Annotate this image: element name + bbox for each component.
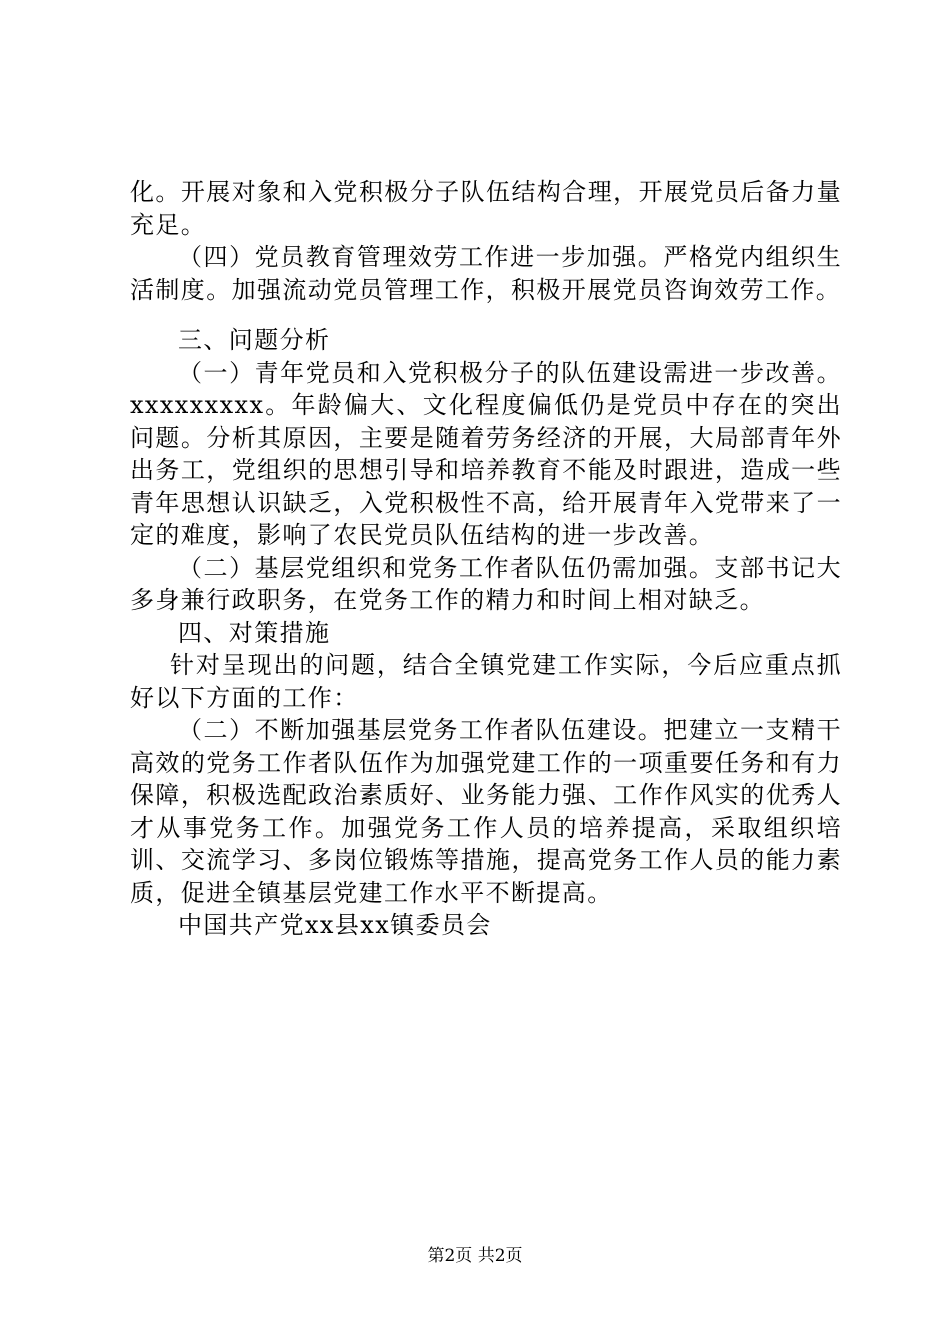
paragraph-problem-two: （二）基层党组织和党务工作者队伍仍需加强。支部书记大多身兼行政职务，在党务工作的精力和时间上相对缺乏。 bbox=[130, 553, 842, 614]
heading-problem-analysis: 三、问题分析 bbox=[178, 326, 331, 354]
heading-countermeasures: 四、对策措施 bbox=[178, 618, 331, 647]
signature-committee: 中国共产党xx县xx镇委员会 bbox=[178, 911, 492, 939]
paragraph-countermeasure-two: （二）不断加强基层党务工作者队伍建设。把建立一支精干高效的党务工作者队伍作为加强党建工作的一项重要任务和有力保障，积极选配政治素质好、业务能力强、工作作风实的优秀人才从事党务工作。加强党务工作人员的培养提高，采取组织培训、交流学习、多岗位锻炼等措施，提高党务工作人员的能力素质，促进全镇基层党建工作水平不断提高。 bbox=[130, 716, 842, 907]
page-number: 第2页 共2页 bbox=[427, 1246, 523, 1266]
document-body bbox=[130, 176, 842, 942]
paragraph-problem-one: （一）青年党员和入党积极分子的队伍建设需进一步改善。xxxxxxxxx。年龄偏大、文化程度偏低仍是党员中存在的突出问题。分析其原因，主要是随着劳务经济的开展，大局部青年外出务工，党组织的思想引导和培养教育不能及时跟进，造成一些青年思想认识缺乏，入党积极性不高，给开展青年入党带来了一定的难度，影响了农民党员队伍结构的进一步改善。 bbox=[130, 358, 842, 549]
paragraph-continuation: 化。开展对象和入党积极分子队伍结构合理，开展党员后备力量充足。 bbox=[130, 178, 842, 239]
paragraph-countermeasure-intro: 针对呈现出的问题，结合全镇党建工作实际，今后应重点抓好以下方面的工作： bbox=[130, 651, 842, 712]
paragraph-section-four: （四）党员教育管理效劳工作进一步加强。严格党内组织生活制度。加强流动党员管理工作，积极开展党员咨询效劳工作。 bbox=[130, 243, 842, 304]
spacer bbox=[130, 306, 842, 324]
